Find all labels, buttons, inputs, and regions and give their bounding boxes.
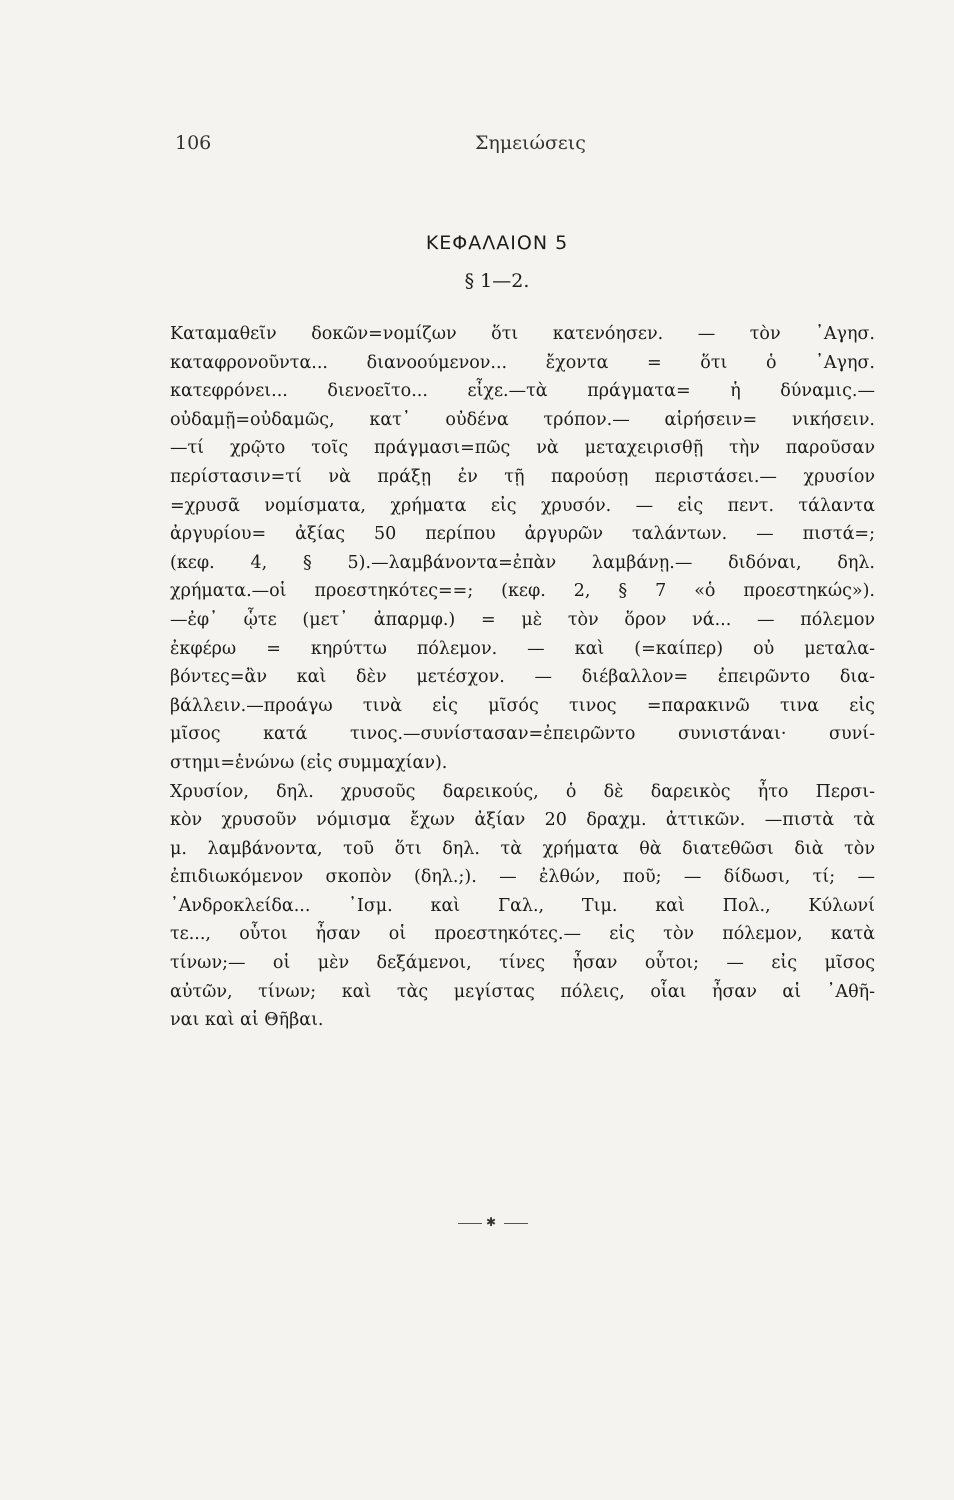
text-line: βάλλειν.—προάγω τινὰ εἰς μῖσός τινος =παρακινῶ τινα εἰς [170, 695, 875, 716]
page-number: 106 [175, 132, 212, 154]
text-line: ᾿Ανδροκλείδα... ᾿Ισμ. καὶ Γαλ., Τιμ. καὶ Πολ., Κύλωνί [170, 895, 875, 916]
text-line: —ἐφ᾿ ᾧτε (μετ᾿ ἀπαρμφ.) = μὲ τὸν ὅρον νά... — πόλεμον [170, 609, 875, 630]
text-line: στημι=ἑνώνω (εἰς συμμαχίαν). [170, 752, 448, 773]
text-line: ἀργυρίου= ἀξίας 50 περίπου ἀργυρῶν ταλάντων. — πιστά=; [170, 524, 875, 545]
section-mark: § 1—2. [464, 270, 530, 292]
page-header [175, 132, 880, 162]
text-line: περίστασιν=τί νὰ πράξῃ ἐν τῇ παρούσῃ περιστάσει.— χρυσίον [170, 466, 875, 487]
text-line: τίνων;— οἱ μὲν δεξάμενοι, τίνες ἦσαν οὗτοι; — εἰς μῖσος [170, 953, 875, 974]
text-line: κατεφρόνει... διενοεῖτο... εἶχε.—τὰ πράγματα= ἡ δύναμις.— [170, 381, 875, 402]
text-line: βόντες=ἂν καὶ δὲν μετέσχον. — διέβαλλον= ἐπειρῶντο δια- [170, 667, 875, 688]
text-line: τε..., οὗτοι ἦσαν οἱ προεστηκότες.— εἰς τὸν πόλεμον, κατὰ [170, 924, 875, 945]
text-line: χρήματα.—οἱ προεστηκότες==; (κεφ. 2, § 7 «ὁ προεστηκώς»). [170, 581, 875, 602]
text-line: μῖσος κατά τινος.—συνίστασαν=ἐπειρῶντο συνιστάναι· συνί- [170, 724, 875, 745]
divider-ornament-icon: ✱ [486, 1215, 497, 1229]
text-line: αὐτῶν, τίνων; καὶ τὰς μεγίστας πόλεις, οἷαι ἦσαν αἱ ᾿Αθῆ- [170, 981, 875, 1002]
text-line: ἐκφέρω = κηρύττω πόλεμον. — καὶ (=καίπερ) οὐ μεταλα- [170, 638, 875, 659]
text-line: κὸν χρυσοῦν νόμισμα ἔχων ἀξίαν 20 δραχμ. ἀττικῶν. —πιστὰ τὰ [170, 810, 875, 831]
body-text [170, 320, 875, 1035]
text-line: —τί χρῷτο τοῖς πράγμασι=πῶς νὰ μεταχειρισθῇ τὴν παροῦσαν [170, 438, 875, 459]
section-divider [458, 1215, 528, 1230]
text-line: καταφρονοῦντα... διανοούμενον... ἔχοντα = ὅτι ὁ ᾿Αγησ. [170, 352, 875, 373]
text-line: ναι καὶ αἱ Θῆβαι. [170, 1010, 324, 1031]
text-line: ἐπιδιωκόμενον σκοπὸν (δηλ.;). — ἐλθών, ποῦ; — δίδωσι, τί; — [170, 867, 875, 888]
running-head: Σημειώσεις [475, 132, 586, 154]
text-line: (κεφ. 4, § 5).—λαμβάνοντα=ἐπὰν λαμβάνῃ.— διδόναι, δηλ. [170, 552, 875, 573]
text-line: μ. λαμβάνοντα, τοῦ ὅτι δηλ. τὰ χρήματα θὰ διατεθῶσι διὰ τὸν [170, 838, 875, 859]
text-line: Χρυσίον, δηλ. χρυσοῦς δαρεικούς, ὁ δὲ δαρεικὸς ἦτο Περσι- [170, 781, 875, 802]
chapter-title: ΚΕΦΑΛΑΙΟΝ 5 [425, 232, 569, 254]
text-line: οὐδαμῇ=οὐδαμῶς, κατ᾿ οὐδένα τρόπον.— αἱρήσειν= νικήσειν. [170, 409, 875, 430]
divider-rule-left [458, 1223, 482, 1224]
divider-rule-right [504, 1223, 528, 1224]
text-line: Καταμαθεῖν δοκῶν=νομίζων ὅτι κατενόησεν. — τὸν ᾿Αγησ. [170, 324, 875, 344]
text-line: =χρυσᾶ νομίσματα, χρήματα εἰς χρυσόν. — εἰς πεντ. τάλαντα [170, 495, 875, 516]
